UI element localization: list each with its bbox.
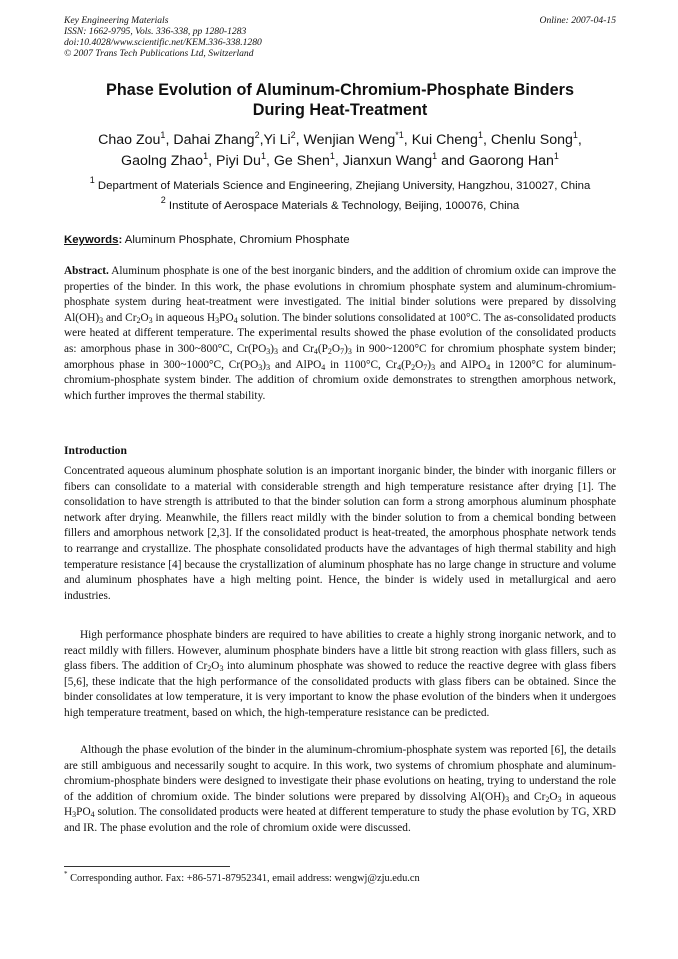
author: Ge Shen$^1$, [273, 151, 343, 169]
keywords: Keywords: Aluminum Phosphate, Chromium Phosphate [64, 234, 350, 246]
footnote: * Corresponding author. Fax: +86-571-87952341, email address: wengwj@zju.edu.cn [64, 870, 420, 884]
online-date: Online: 2007-04-15 [539, 15, 616, 26]
author: Kui Cheng$^1$, [411, 130, 491, 148]
affiliation-1: $^1$ Department of Materials Science and Engineering, Zhejiang University, Hangzhou, 310027, China [89, 175, 591, 192]
intro-paragraph-3: Although the phase evolution of the binder in the aluminum-chromium-phosphate system was reported [6], the details are still ambiguous and necessarily sought to acquire. In this work, two systems of chromium phosphate and aluminum-chromium-phosphate binders were designed to investigate their phase evolutions on heating, trying to understand the role of the addition of chromium oxide. The binder solutions were prepared by dissolving $Al(OH)_3$ and $Cr_2O_3$ in aqueous $H_3PO_4$ solution. The consolidated products were heated at different temperature to study the phase evolution by TG, XRD and IR. The phase evolution and the role of chromium oxide were discussed. [64, 744, 616, 834]
keywords-label: Keywords [64, 234, 119, 246]
keywords-text: Aluminum Phosphate, Chromium Phosphate [122, 234, 350, 246]
abstract-label: Abstract. [64, 265, 109, 277]
affiliation-2: $^2$ Institute of Aerospace Materials & Technology, Beijing, 100076, China [160, 195, 520, 212]
author: Dahai Zhang$^2$, [173, 130, 264, 148]
author: Wenjian Weng$^{*1}$, [303, 130, 412, 148]
author: Gaolng Zhao$^1$, [121, 151, 216, 169]
issn-line: ISSN: 1662-9795, Vols. 336-338, pp 1280-1283 [64, 26, 247, 37]
paper-title [64, 80, 616, 120]
author: Piyi Du$^1$, [215, 151, 274, 169]
author: Gaorong Han$^1$ [468, 151, 559, 169]
journal-name: Key Engineering Materials [64, 15, 169, 26]
introduction-heading: Introduction [64, 444, 127, 457]
author: Yi Li$^2$, [263, 130, 304, 148]
title-line-2: During Heat-Treatment [252, 101, 428, 119]
title-line-1: Phase Evolution of Aluminum-Chromium-Phosphate Binders [106, 81, 574, 99]
doi-line[interactable]: doi:10.4028/www.scientific.net/KEM.336-338.1280 [64, 37, 262, 48]
copyright-line: © 2007 Trans Tech Publications Ltd, Switzerland [64, 48, 254, 59]
intro-paragraph-2: High performance phosphate binders are required to have abilities to create a highly strong inorganic network, and to react mildly with fillers. However, aluminum phosphate binders have a little bit strong reaction with glass fillers, such as glass fibers. The addition of $Cr_2O_3$ into aluminum phosphate was showed to reduce the reactive degree with glass fibers [5,6], these indicate that the high performance of the consolidated products with glass fibers can be obtained. Since the binder consolidates at low temperature, it is very important to know the phase evolution of the binders when it undergoes high temperature treatment, based on which, the high-temperature resistance can be predicted. [64, 629, 616, 719]
author: Chenlu Song$^1$, [490, 130, 582, 148]
author: Chao Zou$^1$, [98, 130, 174, 148]
intro-paragraph-1: Concentrated aqueous aluminum phosphate solution is an important inorganic binder, the binder with inorganic fillers or fibers can consolidate to a material with considerable strength and high temperature resistance after drying [1]. The consolidation to have strength is attributed to that the binder solution can form a strong amorphous aluminum phosphate network after drying. Meanwhile, the fillers react mildly with the binder solution to from a chemical bonding between fillers and amorphous network [2,3]. If the consolidated product is heat-treated, the amorphous phosphate network tends to rearrange and crystallize. The phosphate consolidated products have the advantages of high thermal stability and high temperature resistance [4] because the crystallization of aluminum phosphate has no large change in structure and volume and aluminum phosphates have a high melting point. Hence, the binder is widely used in metallurgical and aero industries. [64, 465, 616, 602]
author-list [60, 130, 620, 172]
author: Jianxun Wang$^1$ and [342, 151, 469, 169]
abstract: Abstract. Aluminum phosphate is one of the best inorganic binders, and the addition of chromium oxide can improve the properties of the binder. In this work, the phase evolutions in chromium phosphate system and aluminum-chromium-phosphate system during heat-treatment were investigated. The initial binder solutions were prepared by dissolving $Al(OH)_3$ and $Cr_2O_3$ in aqueous $H_3PO_4$ solution. The binder solutions consolidated at 100°C. The as-consolidated products were heated at different temperature. The experimental results showed the phase evolution of the consolidated products as: amorphous phase in 300~800°C, $Cr(PO_3)_3$ and $Cr_4(P_2O_7)_3$ in 900~1200°C for chromium phosphate system binder; amorphous phase in 300~1000°C, $Cr(PO_3)_3$ and AlPO$_4$ in 1100°C, $Cr_4(P_2O_7)_3$ and AlPO$_4$ in 1200°C for aluminum-chromium-phosphate system binder. The addition of chromium oxide demonstrates to strengthen amorphous network, which further improves the thermal stability. [64, 265, 617, 402]
footnote-divider [64, 866, 230, 867]
journal-header [64, 15, 616, 59]
